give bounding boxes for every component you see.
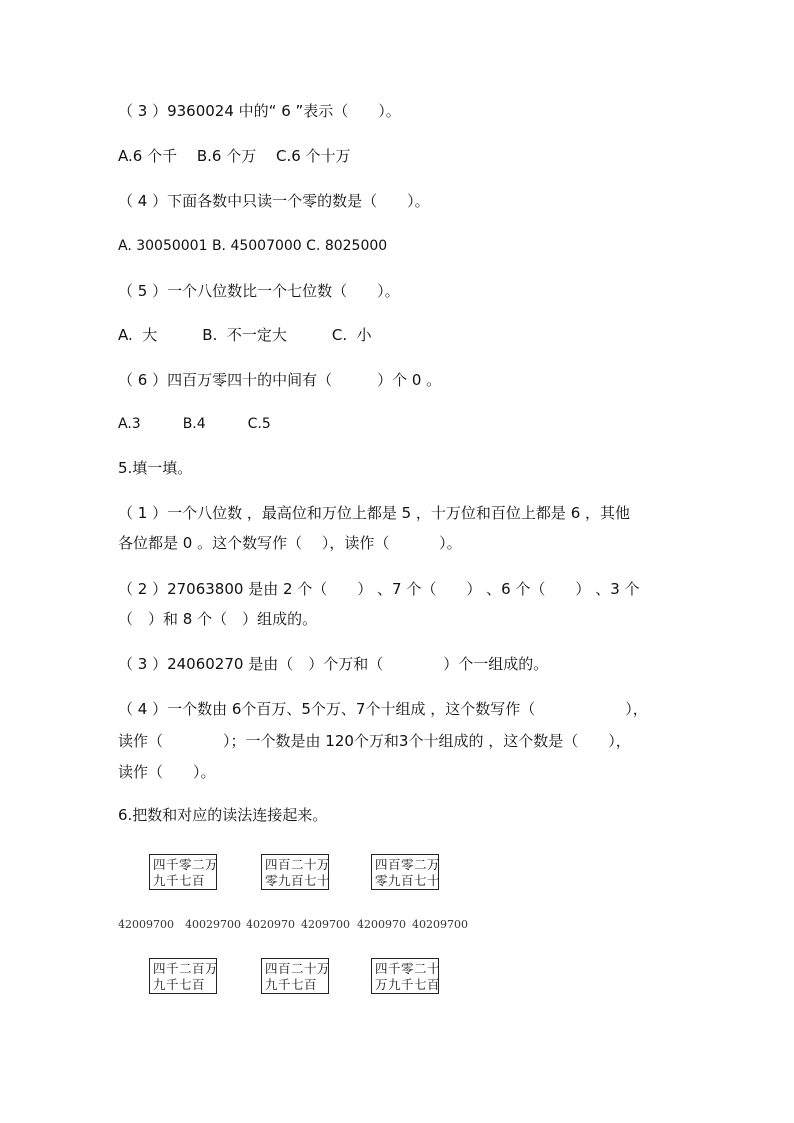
question-3: （ 3 ）9360024 中的“ 6 ”表示（ ）。	[118, 102, 401, 120]
reading-line: 四千零二十	[375, 961, 441, 976]
reading-line: 四千二百万	[153, 961, 219, 976]
reading-box-top-3[interactable]	[371, 854, 439, 890]
section-5-title: 5.填一填。	[118, 459, 193, 477]
reading-line: 九千七百	[153, 873, 206, 888]
reading-line: 四百二十万	[265, 857, 331, 872]
reading-box-bottom-3[interactable]	[371, 958, 439, 994]
reading-box-top-2[interactable]	[261, 854, 329, 890]
fill-2-line-1: （ 2 ）27063800 是由 2 个（ ） 、7 个（ ） 、6 个（ ） 、3 个	[118, 580, 640, 598]
reading-line: 零九百七十	[375, 873, 441, 888]
reading-line: 九千七百	[153, 977, 206, 992]
fill-4-line-3: 读作（ ）。	[118, 763, 216, 781]
fill-4-line-1: （ 4 ）一个数由 6个百万、5个万、7个十组成 ，这个数写作（ ），	[118, 700, 648, 718]
question-5: （ 5 ）一个八位数比一个七位数（ ）。	[118, 282, 400, 300]
fill-4-line-2: 读作（ ）；一个数是由 120个万和3个十组成的 ，这个数是（ ），	[118, 732, 631, 750]
fill-1-line-1: （ 1 ）一个八位数 ，最高位和万位上都是 5 ，十万位和百位上都是 6 ，其他	[118, 504, 631, 522]
number-item[interactable]: 4209700	[301, 918, 350, 931]
question-4: （ 4 ）下面各数中只读一个零的数是（ ）。	[118, 192, 430, 210]
number-item[interactable]: 42009700	[118, 918, 174, 931]
section-6-title: 6.把数和对应的读法连接起来。	[118, 806, 328, 824]
reading-box-bottom-2[interactable]	[261, 958, 329, 994]
number-item[interactable]: 4200970	[357, 918, 406, 931]
number-row	[0, 918, 794, 934]
number-item[interactable]: 40029700	[185, 918, 241, 931]
question-5-options: A. 大 B. 不一定大 C. 小	[118, 326, 372, 344]
question-3-options: A.6 个千 B.6 个万 C.6 个十万	[118, 147, 351, 165]
reading-line: 四百零二万	[375, 857, 441, 872]
fill-3: （ 3 ）24060270 是由（ ）个万和（ ）个一组成的。	[118, 655, 549, 673]
question-4-options: A. 30050001 B. 45007000 C. 8025000	[118, 238, 388, 254]
number-item[interactable]: 40209700	[412, 918, 468, 931]
number-item[interactable]: 4020970	[246, 918, 295, 931]
question-6: （ 6 ）四百万零四十的中间有（ ）个 0 。	[118, 371, 442, 389]
reading-box-bottom-1[interactable]	[149, 958, 217, 994]
reading-line: 九千七百	[265, 977, 318, 992]
fill-2-line-2: （ ）和 8 个（ ）组成的。	[118, 610, 318, 628]
fill-1-line-2: 各位都是 0 。这个数写作（ ），读作（ ）。	[118, 534, 462, 552]
reading-box-top-1[interactable]	[149, 854, 217, 890]
reading-line: 万九千七百	[375, 977, 441, 992]
reading-line: 四百二十万	[265, 961, 331, 976]
reading-line: 零九百七十	[265, 873, 331, 888]
reading-line: 四千零二万	[153, 857, 219, 872]
question-6-options: A.3 B.4 C.5	[118, 416, 271, 432]
